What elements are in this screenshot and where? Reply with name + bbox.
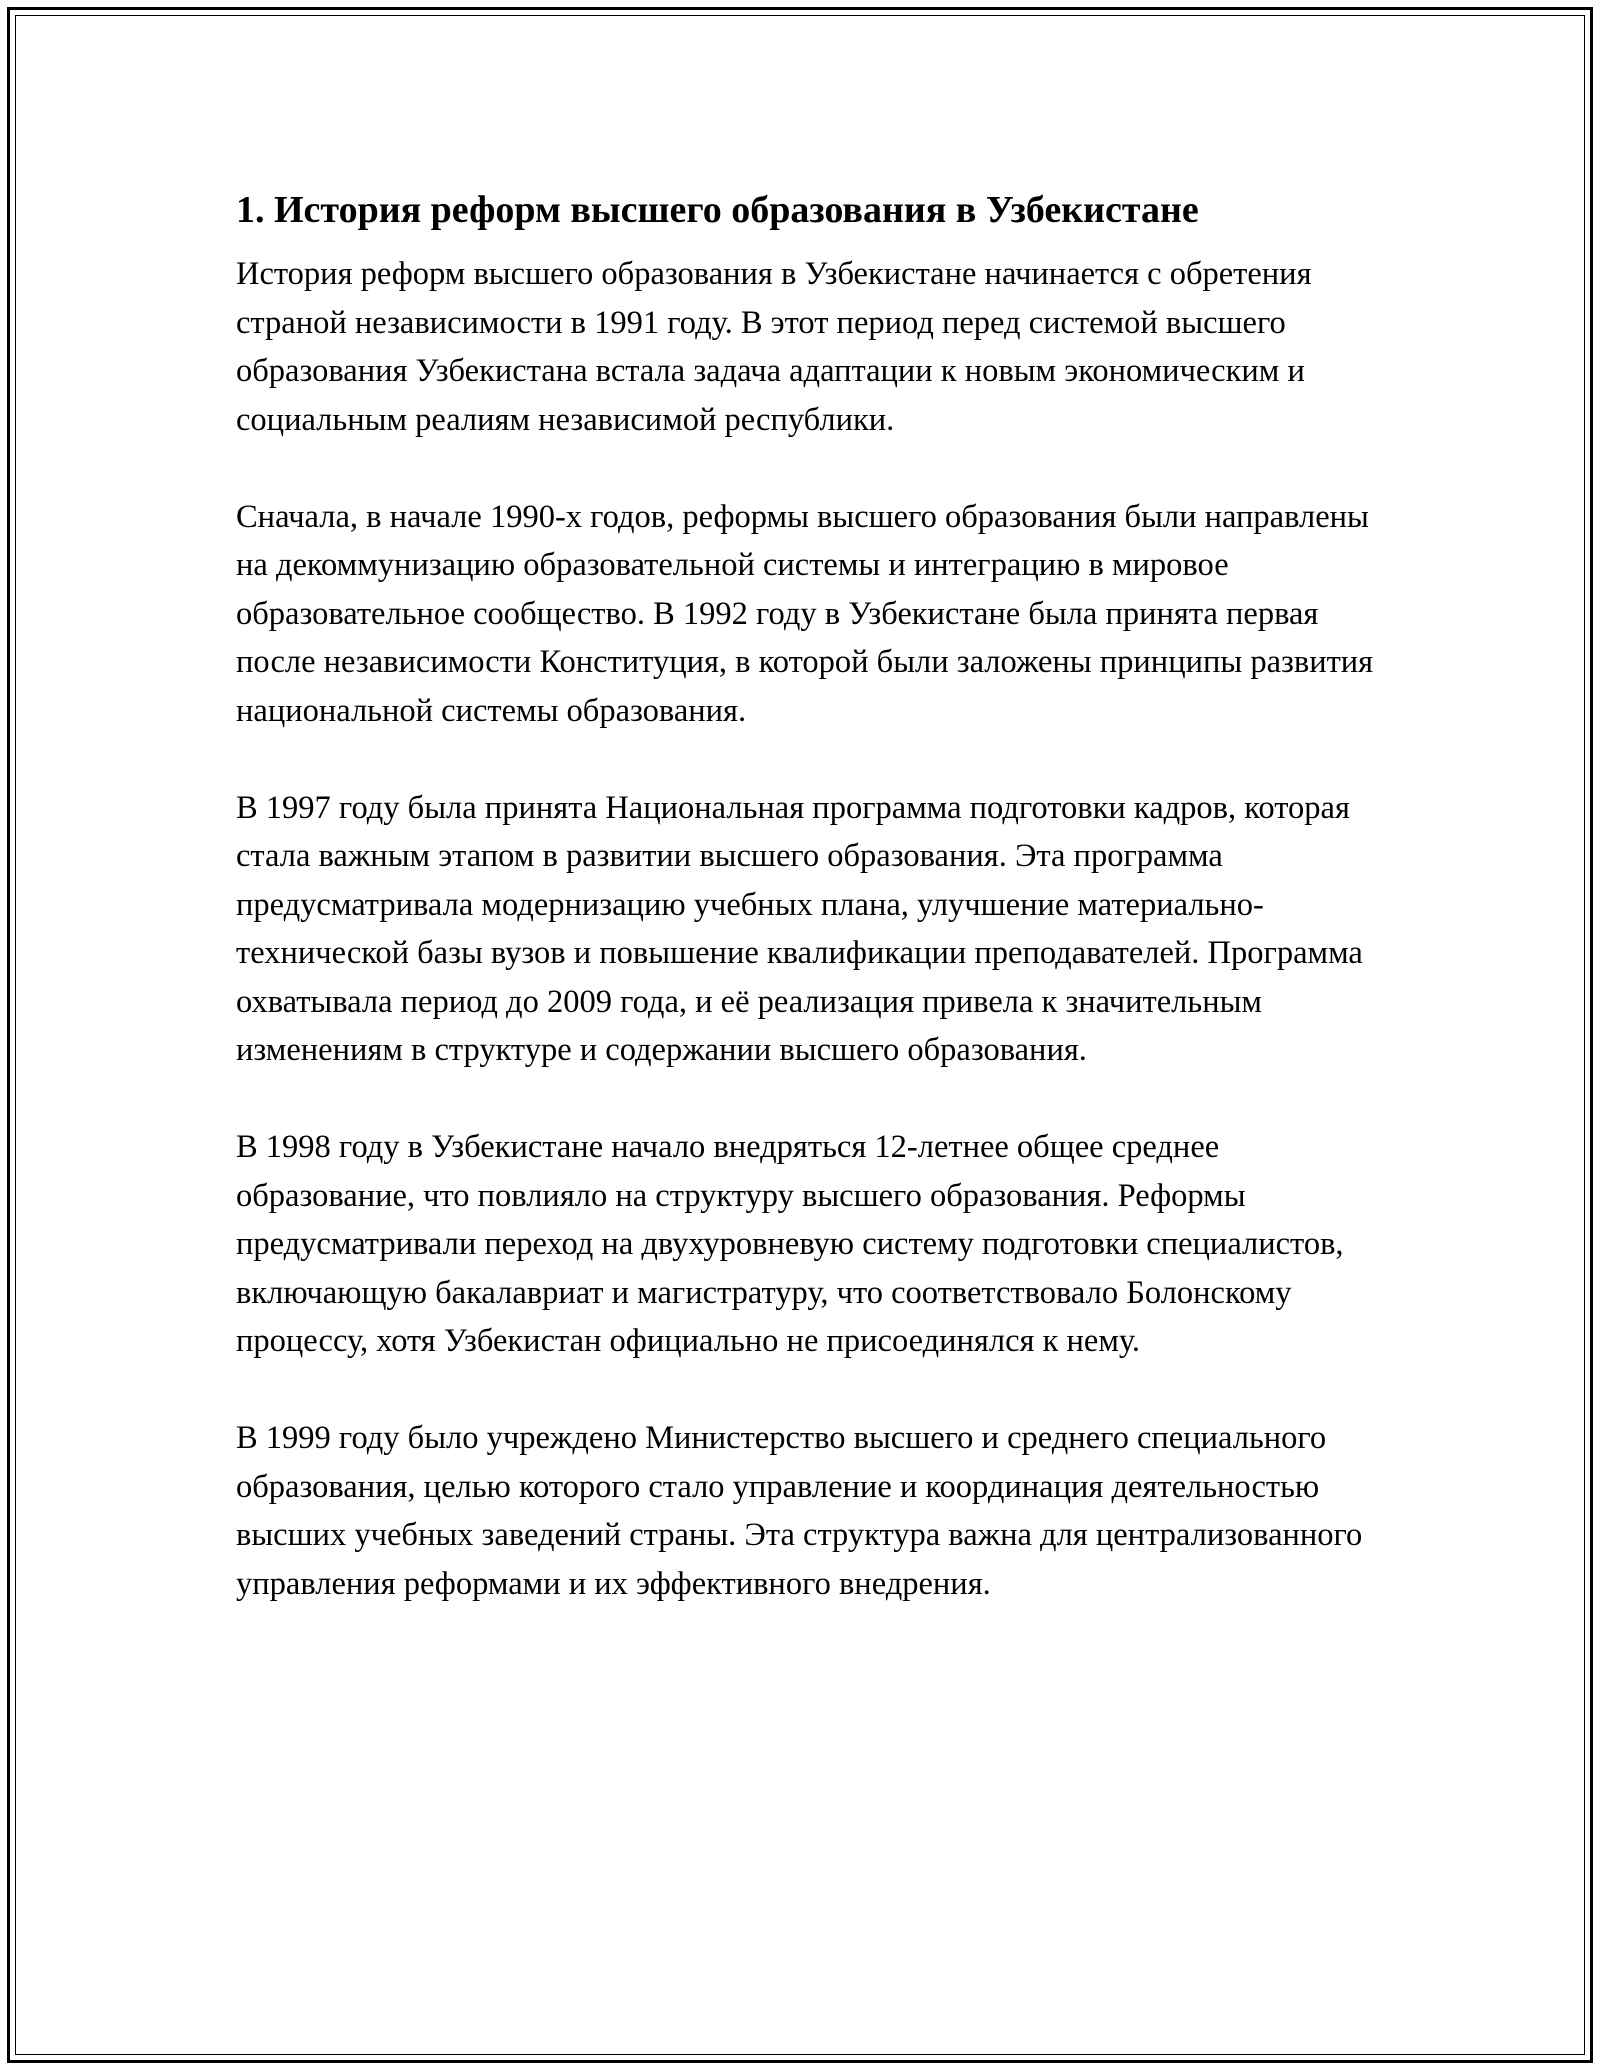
paragraph-1: История реформ высшего образования в Узбекистане начинается с обретения страной независимости в 1991 году. В этот период перед системой высшего образования Узбекистана встала задача адаптации к новым экономическим и социальным реалиям независимой республики. — [236, 256, 1312, 438]
paragraph-4: В 1998 году в Узбекистане начало внедряться 12-летнее общее среднее образование, что повлияло на структуру высшего образования. Реформы предусматривали переход на двухуровневую систему подготовки специалистов, включающую бакалавриат и магистратуру, что соответствовало Болонскому процессу, хотя Узбекистан официально не присоединялся к нему. — [236, 1129, 1344, 1359]
paragraph-5: В 1999 году было учреждено Министерство высшего и среднего специального образования, целью которого стало управление и координация деятельностью высших учебных заведений страны. Эта структура важна для централизованного управления реформами и их эффективного внедрения. — [236, 1420, 1363, 1602]
section-heading: 1. История реформ высшего образования в Узбекистане — [236, 189, 1199, 231]
paragraph-3: В 1997 году была принята Национальная программа подготовки кадров, которая стала важным этапом в развитии высшего образования. Эта программа предусматривала модернизацию учебных плана, улучшение материально-технической базы вузов и повышение квалификации преподавателей. Программа охватывала период до 2009 года, и её реализация привела к значительным изменениям в структуре и содержании высшего образования. — [236, 789, 1363, 1068]
document-body — [236, 186, 1376, 1657]
paragraph-2: Сначала, в начале 1990-х годов, реформы высшего образования были направлены на декоммунизацию образовательной системы и интеграцию в мировое образовательное сообщество. В 1992 году в Узбекистане была принята первая после независимости Конституция, в которой были заложены принципы развития национальной системы образования. — [236, 498, 1374, 729]
